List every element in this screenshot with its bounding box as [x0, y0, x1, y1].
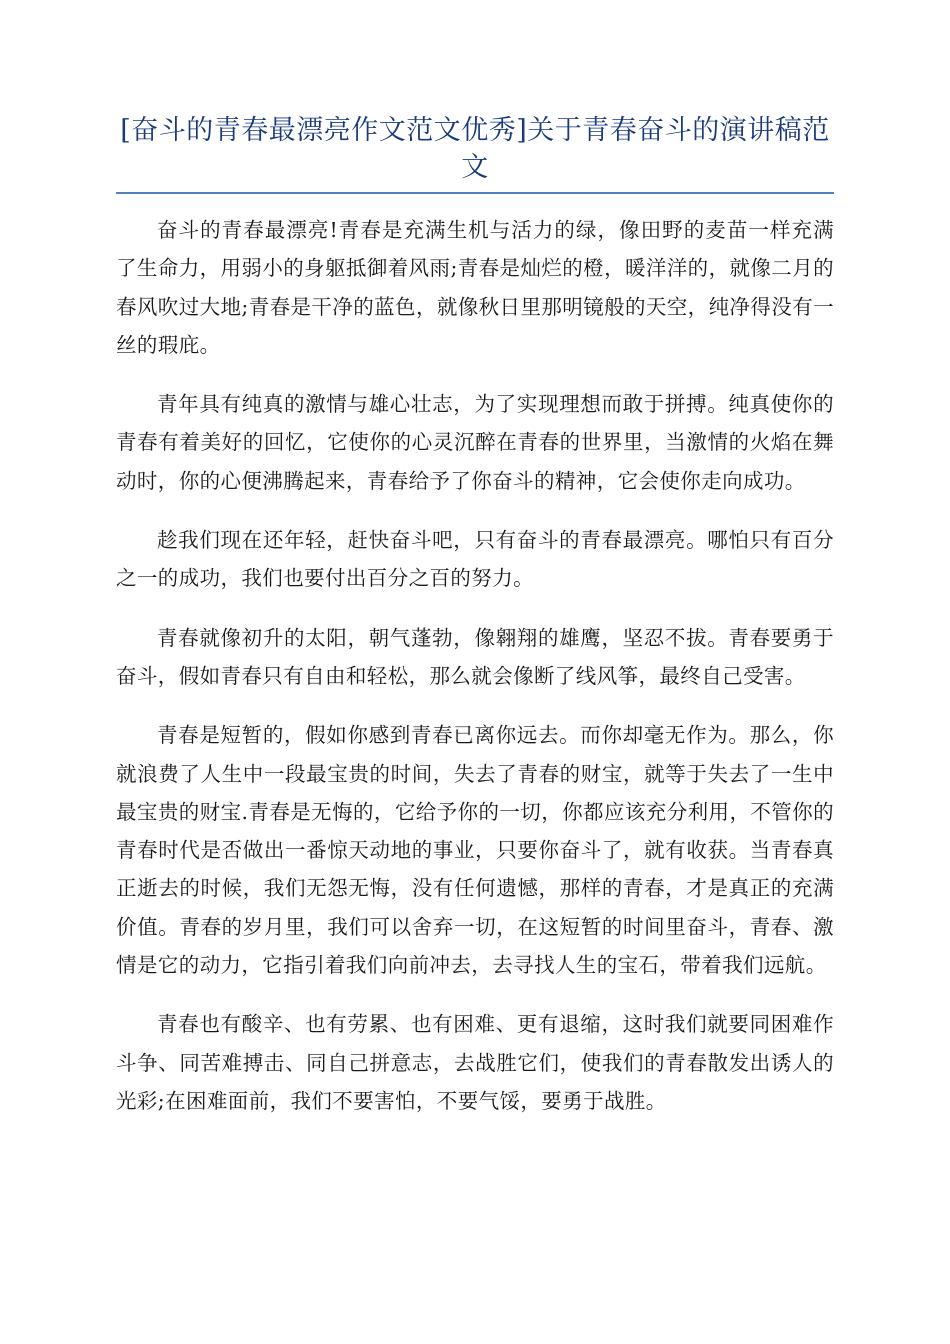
- body-paragraph: 青春也有酸辛、也有劳累、也有困难、更有退缩，这时我们就要同困难作斗争、同苦难搏击、同自己拼意志，去战胜它们，使我们的青春散发出诱人的光彩;在困难面前，我们不要害怕，不要气馁，要勇于战胜。: [116, 1012, 834, 1113]
- title-block: [116, 112, 834, 194]
- document-body: [116, 211, 834, 1141]
- body-paragraph: 青春是短暂的，假如你感到青春已离你远去。而你却毫无作为。那么，你就浪费了人生中一段最宝贵的时间，失去了青春的财宝，就等于失去了一生中最宝贵的财宝.青春是无悔的，它给予你的一切，你都应该充分利用，不管你的青春时代是否做出一番惊天动地的事业，只要你奋斗了，就有收获。当青春真正逝去的时候，我们无怨无悔，没有任何遗憾，那样的青春，才是真正的充满价值。青春的岁月里，我们可以舍弃一切，在这短暂的时间里奋斗，青春、激情是它的动力，它指引着我们向前冲去，去寻找人生的宝石，带着我们远航。: [116, 723, 834, 978]
- body-paragraph: 青春就像初升的太阳，朝气蓬勃，像翱翔的雄鹰，坚忍不拔。青春要勇于奋斗，假如青春只有自由和轻松，那么就会像断了线风筝，最终自己受害。: [116, 625, 834, 688]
- document-title: [奋斗的青春最漂亮作文范文优秀]关于青春奋斗的演讲稿范文: [120, 115, 830, 183]
- body-paragraph: 奋斗的青春最漂亮!青春是充满生机与活力的绿，像田野的麦苗一样充满了生命力，用弱小的身躯抵御着风雨;青春是灿烂的橙，暖洋洋的，就像二月的春风吹过大地;青春是干净的蓝色，就像秋日里那明镜般的天空，纯净得没有一丝的瑕庇。: [116, 218, 834, 357]
- title-underline-rule: [116, 192, 834, 194]
- body-paragraph: 趁我们现在还年轻，赶快奋斗吧，只有奋斗的青春最漂亮。哪怕只有百分之一的成功，我们也要付出百分之百的努力。: [116, 528, 834, 591]
- body-paragraph: 青年具有纯真的激情与雄心壮志，为了实现理想而敢于拼搏。纯真使你的青春有着美好的回忆，它使你的心灵沉醉在青春的世界里，当激情的火焰在舞动时，你的心便沸腾起来，青春给予了你奋斗的精神，它会使你走向成功。: [116, 392, 834, 493]
